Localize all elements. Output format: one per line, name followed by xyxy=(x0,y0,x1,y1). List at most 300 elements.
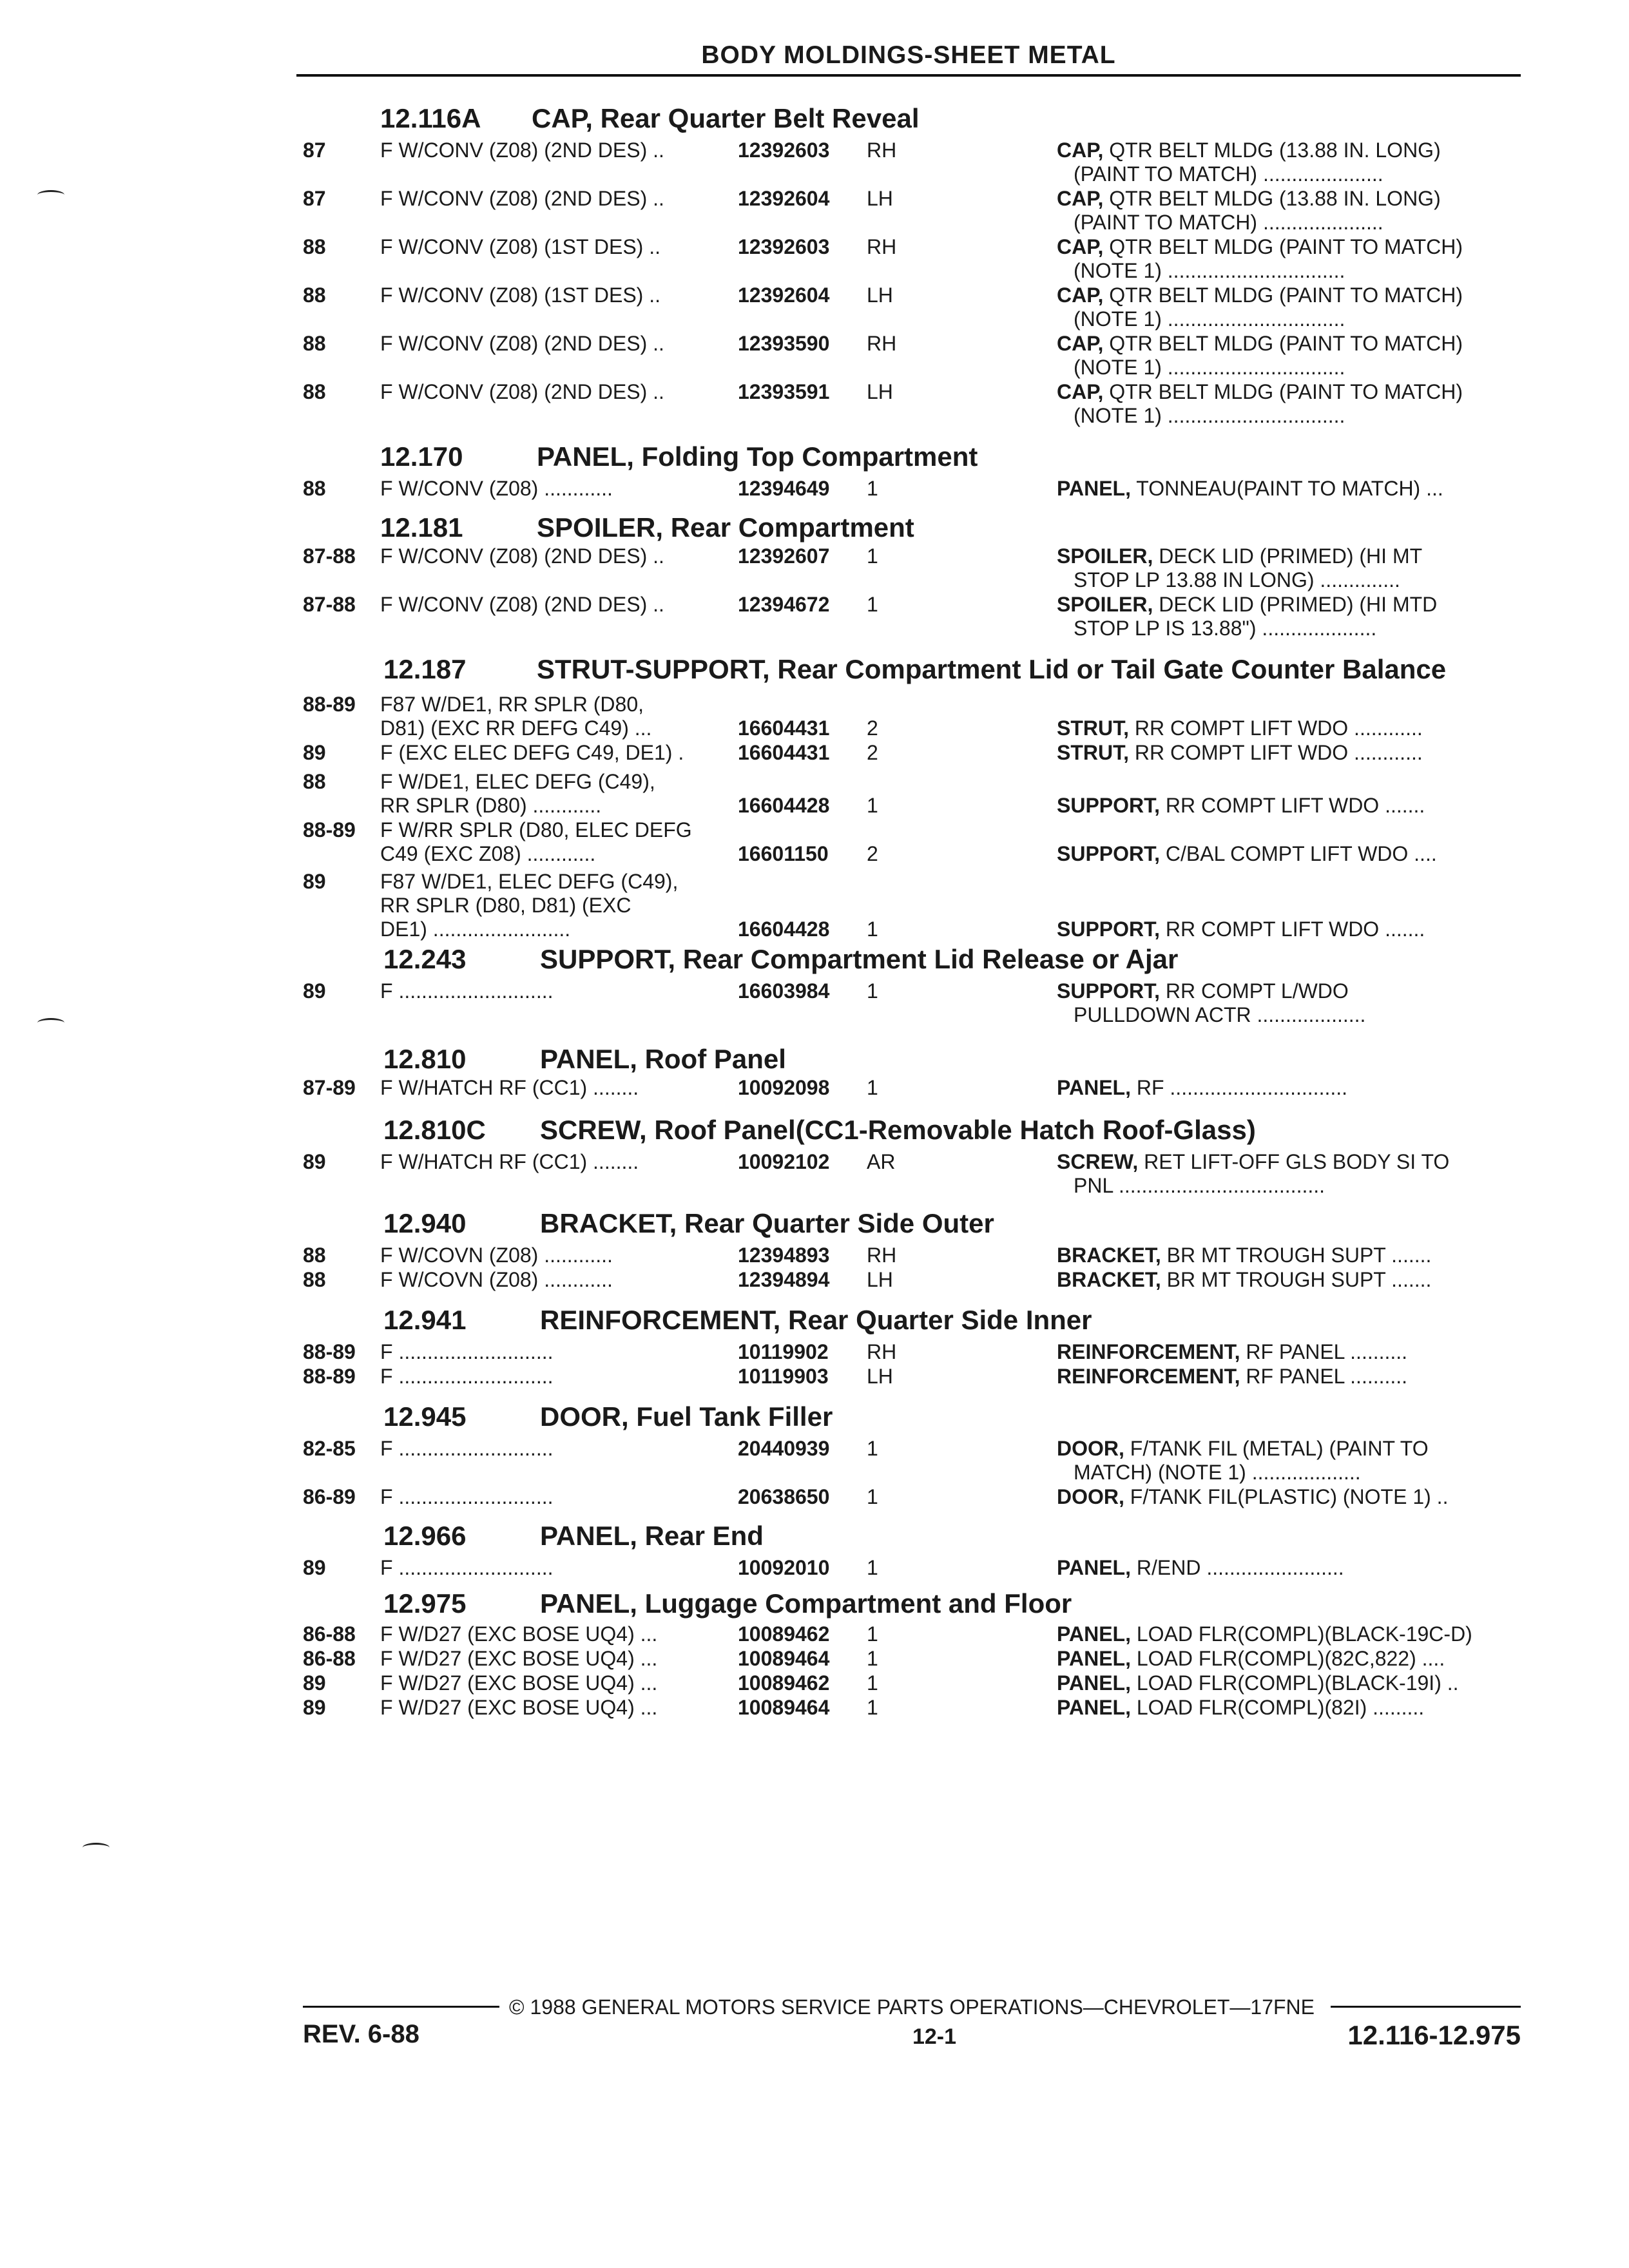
description-line xyxy=(1057,1150,1521,1174)
model-year: 89 xyxy=(303,741,326,764)
description-line xyxy=(1057,842,1521,866)
description-cell xyxy=(1057,716,1521,740)
usage-line: F W/HATCH RF (CC1) ........ xyxy=(380,1150,639,1173)
model-year: 86-89 xyxy=(303,1485,356,1508)
usage-line: F W/CONV (Z08) (2ND DES) .. xyxy=(380,187,664,210)
description-cell xyxy=(1057,794,1521,818)
description-cell xyxy=(1057,1485,1521,1509)
quantity: LH xyxy=(867,1365,893,1388)
section-number: 12.941 xyxy=(383,1305,467,1335)
binding-hole-mark xyxy=(82,1843,110,1852)
description-keyword: CAP, xyxy=(1057,187,1104,210)
quantity: 1 xyxy=(867,979,878,1003)
description-cell xyxy=(1057,1076,1521,1100)
part-number: 12393590 xyxy=(738,332,830,355)
description-continuation: (PAINT TO MATCH) ..................... xyxy=(1074,162,1383,186)
part-number: 12392607 xyxy=(738,544,830,568)
description-line xyxy=(1057,380,1521,404)
quantity: 1 xyxy=(867,794,878,817)
section-number: 12.187 xyxy=(383,654,467,684)
description-keyword: CAP, xyxy=(1057,235,1104,258)
part-number: 12394894 xyxy=(738,1268,830,1291)
description-text: BR MT TROUGH SUPT ....... xyxy=(1161,1268,1432,1291)
usage-cell xyxy=(380,1268,728,1292)
part-number: 12392603 xyxy=(738,139,830,162)
part-number: 16603984 xyxy=(738,979,830,1003)
model-year: 89 xyxy=(303,870,326,893)
description-keyword: PANEL, xyxy=(1057,1671,1131,1695)
description-text: BR MT TROUGH SUPT ....... xyxy=(1161,1244,1432,1267)
usage-cell xyxy=(380,1244,728,1267)
description-continuation: (NOTE 1) ............................... xyxy=(1074,356,1345,379)
description-line xyxy=(1057,1485,1521,1509)
quantity: LH xyxy=(867,380,893,403)
model-year: 88 xyxy=(303,380,326,403)
model-year: 89 xyxy=(303,1696,326,1719)
description-keyword: STRUT, xyxy=(1057,741,1129,764)
model-year: 88 xyxy=(303,235,326,258)
section-title: PANEL, Folding Top Compartment xyxy=(537,441,978,472)
usage-line: C49 (EXC Z08) ............ xyxy=(380,842,596,865)
section-number: 12.170 xyxy=(380,441,463,472)
description-cell xyxy=(1057,187,1521,235)
description-keyword: BRACKET, xyxy=(1057,1244,1161,1267)
usage-cell xyxy=(380,332,728,356)
model-year: 86-88 xyxy=(303,1647,356,1670)
description-text: LOAD FLR(COMPL)(82I) ......... xyxy=(1130,1696,1425,1719)
description-text: R/END ........................ xyxy=(1130,1556,1344,1579)
description-cell xyxy=(1057,544,1521,592)
footer-page-number: 12-1 xyxy=(912,2024,957,2049)
description-keyword: STRUT, xyxy=(1057,716,1129,740)
description-cell xyxy=(1057,918,1521,941)
description-continuation: PNL .................................... xyxy=(1074,1174,1325,1197)
usage-cell xyxy=(380,1556,728,1580)
part-number: 10092010 xyxy=(738,1556,830,1579)
description-continuation: (NOTE 1) ............................... xyxy=(1074,307,1345,331)
description-cell xyxy=(1057,1556,1521,1580)
model-year: 87-88 xyxy=(303,544,356,568)
usage-cell xyxy=(380,1150,728,1174)
description-keyword: SCREW, xyxy=(1057,1150,1139,1173)
description-text: RR COMPT LIFT WDO ............ xyxy=(1129,716,1423,740)
section-number: 12.975 xyxy=(383,1588,467,1619)
quantity: LH xyxy=(867,187,893,210)
quantity: LH xyxy=(867,1268,893,1291)
usage-line: F ........................... xyxy=(380,1365,554,1388)
quantity: RH xyxy=(867,332,897,355)
description-line xyxy=(1057,1244,1521,1267)
description-continuation: STOP LP IS 13.88") .................... xyxy=(1074,617,1377,640)
description-line xyxy=(1057,139,1521,162)
part-number: 20440939 xyxy=(738,1437,830,1460)
description-keyword: REINFORCEMENT, xyxy=(1057,1365,1240,1388)
section-number: 12.181 xyxy=(380,512,463,543)
usage-cell xyxy=(380,1365,728,1389)
section-number: 12.810 xyxy=(383,1044,467,1074)
quantity: 1 xyxy=(867,1696,878,1719)
section-number: 12.945 xyxy=(383,1401,467,1432)
description-text: QTR BELT MLDG (PAINT TO MATCH) xyxy=(1103,235,1463,258)
usage-line: F W/CONV (Z08) (2ND DES) .. xyxy=(380,380,664,403)
description-line xyxy=(1057,979,1521,1003)
part-number: 16604431 xyxy=(738,716,830,740)
description-line xyxy=(1057,1340,1521,1364)
description-text: LOAD FLR(COMPL)(BLACK-19C-D) xyxy=(1130,1622,1472,1646)
quantity: 1 xyxy=(867,544,878,568)
usage-line: DE1) ........................ xyxy=(380,918,571,941)
description-keyword: DOOR, xyxy=(1057,1437,1124,1460)
description-text: RR COMPT LIFT WDO ....... xyxy=(1160,918,1425,941)
usage-cell xyxy=(380,1340,728,1364)
model-year: 88 xyxy=(303,770,326,793)
description-keyword: SUPPORT, xyxy=(1057,794,1161,817)
quantity: 1 xyxy=(867,1485,878,1508)
usage-cell xyxy=(380,477,728,501)
description-keyword: SPOILER, xyxy=(1057,593,1153,616)
model-year: 87-89 xyxy=(303,1076,356,1099)
model-year: 88 xyxy=(303,332,326,355)
section-title: PANEL, Roof Panel xyxy=(540,1044,786,1074)
usage-line: F ........................... xyxy=(380,979,554,1003)
description-keyword: CAP, xyxy=(1057,139,1104,162)
description-text: TONNEAU(PAINT TO MATCH) ... xyxy=(1130,477,1443,500)
description-line xyxy=(1057,716,1521,740)
description-cell xyxy=(1057,332,1521,380)
usage-line: F W/COVN (Z08) ............ xyxy=(380,1268,613,1291)
description-keyword: PANEL, xyxy=(1057,1647,1131,1670)
usage-line: F ........................... xyxy=(380,1340,554,1363)
section-number: 12.810C xyxy=(383,1115,486,1145)
description-keyword: BRACKET, xyxy=(1057,1268,1161,1291)
usage-line: F ........................... xyxy=(380,1556,554,1579)
usage-line: F87 W/DE1, RR SPLR (D80, xyxy=(380,693,644,716)
description-line xyxy=(1057,1365,1521,1389)
section-title: DOOR, Fuel Tank Filler xyxy=(540,1401,833,1432)
usage-cell xyxy=(380,818,728,866)
part-number: 12394649 xyxy=(738,477,830,500)
part-number: 12394672 xyxy=(738,593,830,616)
model-year: 88-89 xyxy=(303,1365,356,1388)
description-cell xyxy=(1057,235,1521,283)
usage-line: D81) (EXC RR DEFG C49) ... xyxy=(380,716,652,740)
section-title: SPOILER, Rear Compartment xyxy=(537,512,914,543)
description-keyword: SUPPORT, xyxy=(1057,918,1161,941)
usage-cell xyxy=(380,284,728,307)
part-number: 12392603 xyxy=(738,235,830,258)
description-text: QTR BELT MLDG (PAINT TO MATCH) xyxy=(1103,380,1463,403)
quantity: 1 xyxy=(867,1622,878,1646)
description-line xyxy=(1057,1437,1521,1461)
model-year: 87 xyxy=(303,187,326,210)
description-cell xyxy=(1057,477,1521,501)
description-text: RR COMPT LIFT WDO ............ xyxy=(1129,741,1423,764)
section-title: BRACKET, Rear Quarter Side Outer xyxy=(540,1208,994,1238)
description-line xyxy=(1057,1556,1521,1580)
quantity: 1 xyxy=(867,593,878,616)
binding-hole-mark xyxy=(37,190,64,200)
footer-rule-left xyxy=(303,2006,499,2008)
usage-cell xyxy=(380,979,728,1003)
description-cell xyxy=(1057,139,1521,186)
description-cell xyxy=(1057,979,1521,1027)
description-cell xyxy=(1057,741,1521,765)
description-line xyxy=(1057,284,1521,307)
description-keyword: PANEL, xyxy=(1057,1696,1131,1719)
section-title: STRUT-SUPPORT, Rear Compartment Lid or Tail Gate Counter Balance xyxy=(537,654,1447,684)
description-cell xyxy=(1057,1437,1521,1485)
description-cell xyxy=(1057,1671,1521,1695)
description-continuation: STOP LP 13.88 IN LONG) .............. xyxy=(1074,568,1400,591)
section-number: 12.966 xyxy=(383,1521,467,1551)
description-text: RF PANEL .......... xyxy=(1240,1340,1408,1363)
usage-cell xyxy=(380,770,728,818)
part-number: 16604431 xyxy=(738,741,830,764)
usage-cell xyxy=(380,380,728,404)
description-cell xyxy=(1057,1622,1521,1646)
model-year: 88 xyxy=(303,284,326,307)
quantity: 2 xyxy=(867,716,878,740)
usage-line: F ........................... xyxy=(380,1437,554,1460)
description-continuation: MATCH) (NOTE 1) ................... xyxy=(1074,1461,1361,1484)
usage-cell xyxy=(380,1076,728,1100)
footer-revision: REV. 6-88 xyxy=(303,2020,419,2048)
usage-line: F (EXC ELEC DEFG C49, DE1) . xyxy=(380,741,684,764)
model-year: 88-89 xyxy=(303,693,356,716)
footer-section-range: 12.116-12.975 xyxy=(1347,2020,1521,2050)
usage-line: RR SPLR (D80) ............ xyxy=(380,794,602,817)
description-keyword: CAP, xyxy=(1057,332,1104,355)
quantity: 1 xyxy=(867,477,878,500)
description-cell xyxy=(1057,1268,1521,1292)
usage-line: F W/HATCH RF (CC1) ........ xyxy=(380,1076,639,1099)
usage-line: F W/D27 (EXC BOSE UQ4) ... xyxy=(380,1622,658,1646)
section-title: SUPPORT, Rear Compartment Lid Release or Ajar xyxy=(540,944,1179,974)
description-text: RF PANEL .......... xyxy=(1240,1365,1408,1388)
usage-line: F W/CONV (Z08) (2ND DES) .. xyxy=(380,544,664,568)
usage-line: F W/D27 (EXC BOSE UQ4) ... xyxy=(380,1671,658,1695)
quantity: RH xyxy=(867,139,897,162)
description-cell xyxy=(1057,1365,1521,1389)
section-title: REINFORCEMENT, Rear Quarter Side Inner xyxy=(540,1305,1092,1335)
part-number: 10089464 xyxy=(738,1647,830,1670)
description-continuation: (NOTE 1) ............................... xyxy=(1074,259,1345,282)
section-title: PANEL, Rear End xyxy=(540,1521,764,1551)
description-line xyxy=(1057,544,1521,568)
model-year: 88-89 xyxy=(303,1340,356,1363)
usage-cell xyxy=(380,187,728,211)
description-cell xyxy=(1057,1150,1521,1198)
quantity: 1 xyxy=(867,1671,878,1695)
part-number: 16604428 xyxy=(738,918,830,941)
description-text: C/BAL COMPT LIFT WDO .... xyxy=(1160,842,1437,865)
description-cell xyxy=(1057,284,1521,331)
part-number: 12393591 xyxy=(738,380,830,403)
quantity: 1 xyxy=(867,1076,878,1099)
description-cell xyxy=(1057,1340,1521,1364)
description-line xyxy=(1057,1671,1521,1695)
usage-cell xyxy=(380,1485,728,1509)
usage-line: F W/CONV (Z08) ............ xyxy=(380,477,613,500)
part-number: 10092102 xyxy=(738,1150,830,1173)
quantity: LH xyxy=(867,284,893,307)
description-text: DECK LID (PRIMED) (HI MTD xyxy=(1153,593,1438,616)
usage-line: F W/CONV (Z08) (1ST DES) .. xyxy=(380,284,660,307)
section-title: CAP, Rear Quarter Belt Reveal xyxy=(532,103,920,133)
usage-line: F ........................... xyxy=(380,1485,554,1508)
description-line xyxy=(1057,1622,1521,1646)
description-text: QTR BELT MLDG (PAINT TO MATCH) xyxy=(1103,332,1463,355)
usage-cell xyxy=(380,1647,728,1671)
description-line xyxy=(1057,477,1521,501)
description-text: RF ............................... xyxy=(1130,1076,1348,1099)
quantity: 1 xyxy=(867,918,878,941)
description-keyword: SUPPORT, xyxy=(1057,979,1161,1003)
description-text: QTR BELT MLDG (13.88 IN. LONG) xyxy=(1103,139,1441,162)
quantity: 1 xyxy=(867,1647,878,1670)
model-year: 89 xyxy=(303,1150,326,1173)
description-line xyxy=(1057,741,1521,765)
model-year: 89 xyxy=(303,979,326,1003)
part-number: 12392604 xyxy=(738,187,830,210)
description-cell xyxy=(1057,593,1521,640)
model-year: 88 xyxy=(303,477,326,500)
part-number: 10089462 xyxy=(738,1671,830,1695)
description-cell xyxy=(1057,1244,1521,1267)
description-keyword: DOOR, xyxy=(1057,1485,1124,1508)
description-keyword: REINFORCEMENT, xyxy=(1057,1340,1240,1363)
usage-cell xyxy=(380,693,728,740)
section-number: 12.243 xyxy=(383,944,467,974)
model-year: 87-88 xyxy=(303,593,356,616)
model-year: 88 xyxy=(303,1244,326,1267)
quantity: RH xyxy=(867,1340,897,1363)
quantity: RH xyxy=(867,235,897,258)
usage-line: F W/CONV (Z08) (1ST DES) .. xyxy=(380,235,660,258)
description-text: RR COMPT L/WDO xyxy=(1160,979,1349,1003)
usage-cell xyxy=(380,870,728,941)
model-year: 89 xyxy=(303,1671,326,1695)
usage-cell xyxy=(380,544,728,568)
part-number: 10119902 xyxy=(738,1340,829,1363)
model-year: 88-89 xyxy=(303,818,356,841)
description-keyword: SPOILER, xyxy=(1057,544,1153,568)
quantity: 1 xyxy=(867,1556,878,1579)
description-text: LOAD FLR(COMPL)(82C,822) .... xyxy=(1130,1647,1445,1670)
usage-cell xyxy=(380,1671,728,1695)
footer-rule-right xyxy=(1331,2006,1521,2008)
description-line xyxy=(1057,332,1521,356)
description-cell xyxy=(1057,380,1521,428)
model-year: 87 xyxy=(303,139,326,162)
part-number: 10089462 xyxy=(738,1622,830,1646)
part-number: 12392604 xyxy=(738,284,830,307)
usage-line: F W/COVN (Z08) ............ xyxy=(380,1244,613,1267)
quantity: 2 xyxy=(867,741,878,764)
description-line xyxy=(1057,1647,1521,1671)
description-keyword: CAP, xyxy=(1057,284,1104,307)
usage-cell xyxy=(380,1622,728,1646)
description-line xyxy=(1057,1696,1521,1720)
description-text: F/TANK FIL(PLASTIC) (NOTE 1) .. xyxy=(1124,1485,1449,1508)
usage-cell xyxy=(380,1696,728,1720)
usage-line: RR SPLR (D80, D81) (EXC xyxy=(380,894,631,917)
description-text: RET LIFT-OFF GLS BODY SI TO xyxy=(1138,1150,1450,1173)
description-continuation: PULLDOWN ACTR ................... xyxy=(1074,1003,1366,1026)
part-number: 10092098 xyxy=(738,1076,830,1099)
part-number: 20638650 xyxy=(738,1485,830,1508)
description-text: F/TANK FIL (METAL) (PAINT TO xyxy=(1124,1437,1429,1460)
description-keyword: CAP, xyxy=(1057,380,1104,403)
usage-cell xyxy=(380,139,728,162)
part-number: 12394893 xyxy=(738,1244,830,1267)
description-keyword: SUPPORT, xyxy=(1057,842,1161,865)
description-continuation: (PAINT TO MATCH) ..................... xyxy=(1074,211,1383,234)
model-year: 88 xyxy=(303,1268,326,1291)
section-title: SCREW, Roof Panel(CC1-Removable Hatch Roof-Glass) xyxy=(540,1115,1256,1145)
description-line xyxy=(1057,187,1521,211)
model-year: 86-88 xyxy=(303,1622,356,1646)
usage-line: F W/D27 (EXC BOSE UQ4) ... xyxy=(380,1696,658,1719)
description-line xyxy=(1057,918,1521,941)
description-text: RR COMPT LIFT WDO ....... xyxy=(1160,794,1425,817)
description-keyword: PANEL, xyxy=(1057,1622,1131,1646)
part-number: 16604428 xyxy=(738,794,830,817)
usage-line: F W/D27 (EXC BOSE UQ4) ... xyxy=(380,1647,658,1670)
description-text: DECK LID (PRIMED) (HI MT xyxy=(1153,544,1423,568)
quantity: AR xyxy=(867,1150,896,1173)
description-line xyxy=(1057,1076,1521,1100)
description-keyword: PANEL, xyxy=(1057,1556,1131,1579)
section-title: PANEL, Luggage Compartment and Floor xyxy=(540,1588,1072,1619)
description-text: QTR BELT MLDG (PAINT TO MATCH) xyxy=(1103,284,1463,307)
description-line xyxy=(1057,593,1521,617)
part-number: 10119903 xyxy=(738,1365,829,1388)
usage-cell xyxy=(380,593,728,617)
quantity: 2 xyxy=(867,842,878,865)
binding-hole-mark xyxy=(37,1018,64,1028)
usage-cell xyxy=(380,1437,728,1461)
usage-cell xyxy=(380,235,728,259)
description-text: LOAD FLR(COMPL)(BLACK-19I) .. xyxy=(1130,1671,1459,1695)
usage-line: F W/RR SPLR (D80, ELEC DEFG xyxy=(380,818,692,841)
model-year: 82-85 xyxy=(303,1437,356,1460)
section-number: 12.116A xyxy=(380,103,481,133)
description-text: QTR BELT MLDG (13.88 IN. LONG) xyxy=(1103,187,1441,210)
description-cell xyxy=(1057,1647,1521,1671)
usage-line: F W/CONV (Z08) (2ND DES) .. xyxy=(380,593,664,616)
description-continuation: (NOTE 1) ............................... xyxy=(1074,404,1345,427)
description-keyword: PANEL, xyxy=(1057,477,1131,500)
description-line xyxy=(1057,235,1521,259)
section-number: 12.940 xyxy=(383,1208,467,1238)
usage-cell xyxy=(380,741,728,765)
description-keyword: PANEL, xyxy=(1057,1076,1131,1099)
usage-line: F W/CONV (Z08) (2ND DES) .. xyxy=(380,139,664,162)
usage-line: F87 W/DE1, ELEC DEFG (C49), xyxy=(380,870,679,893)
quantity: 1 xyxy=(867,1437,878,1460)
description-cell xyxy=(1057,1696,1521,1720)
page-header-title: BODY MOLDINGS-SHEET METAL xyxy=(701,41,1116,69)
part-number: 16601150 xyxy=(738,842,829,865)
usage-line: F W/DE1, ELEC DEFG (C49), xyxy=(380,770,655,793)
description-cell xyxy=(1057,842,1521,866)
model-year: 89 xyxy=(303,1556,326,1579)
description-line xyxy=(1057,794,1521,818)
description-line xyxy=(1057,1268,1521,1292)
footer-copyright: © 1988 GENERAL MOTORS SERVICE PARTS OPERATIONS—CHEVROLET—17FNE xyxy=(509,1995,1315,2019)
quantity: RH xyxy=(867,1244,897,1267)
